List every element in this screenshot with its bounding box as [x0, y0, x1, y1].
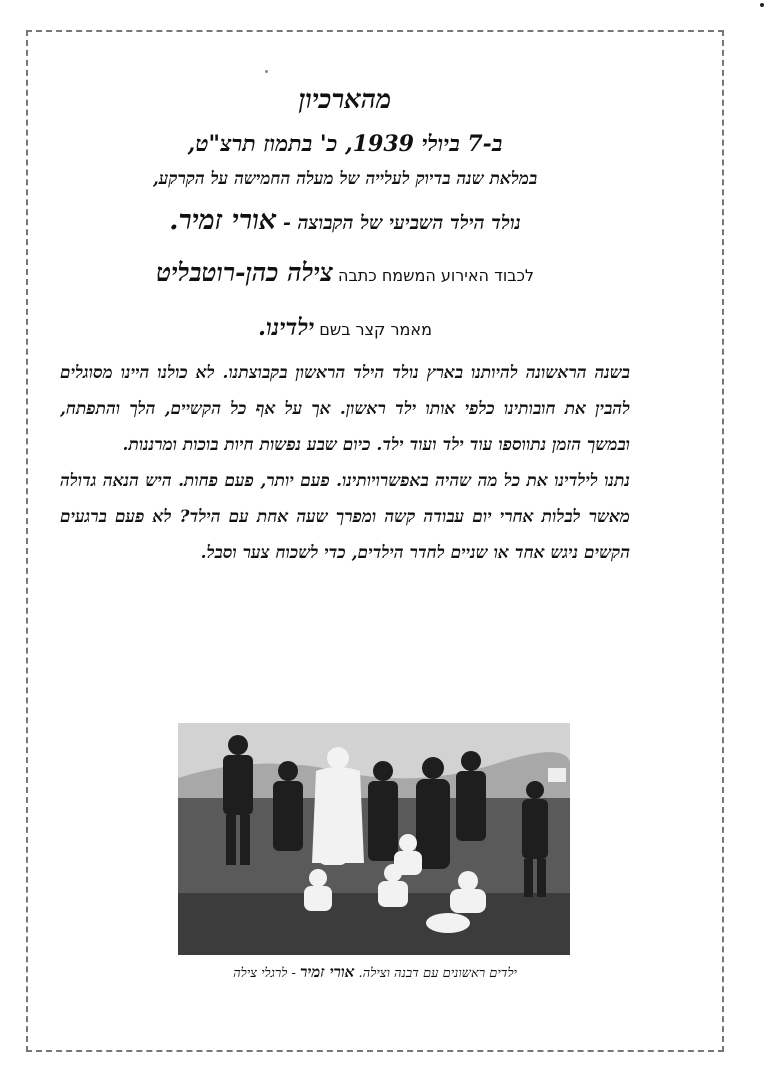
article-title: ילדינו.	[258, 314, 315, 341]
date-line: ב-7 ביולי 1939, כ' בתמוז תרצ"ט,	[187, 131, 503, 157]
article-line	[60, 314, 630, 341]
birth-line	[60, 205, 630, 236]
children-photo	[178, 723, 570, 955]
article-body	[60, 355, 630, 571]
paragraph-2: נתנו לילדינו את כל מה שהיה באפשרויותינו. פעם יותר, פעם פחות. היש הנאה גדולה מאשר לבלות אחרי יום עבודה קשה ומפרך שעה אחת עם הילד? לא פעם ברגעים הקשים ניגש אחד או שניים לחדר הילדים, כדי לשכוח צער וסבל.	[60, 471, 630, 563]
caption-name: אורי זמיר	[300, 963, 355, 981]
honor-line	[60, 258, 630, 288]
corner-dot	[760, 3, 764, 7]
birth-prefix: נולד הילד השביעי של הקבוצה -	[282, 212, 521, 234]
honor-author: צילה כהן-רוטבליט	[156, 258, 333, 287]
article-prefix: מאמר קצר בשם	[319, 320, 432, 339]
caption-suffix: - לרגלי צילה	[233, 966, 296, 981]
caption-prefix: ילדים ראשונים עם דבנה וצילה.	[358, 966, 517, 981]
anniversary-line: במלאת שנה בדיוק לעלייה של מעלה החמישה על הקרקע,	[152, 169, 538, 189]
article-content	[60, 85, 630, 571]
honor-prefix: לכבוד האירוע המשמח כתבה	[338, 266, 534, 285]
birth-name: אורי זמיר.	[169, 205, 277, 236]
photo-caption	[175, 963, 575, 982]
photo-illustration	[178, 723, 570, 955]
speck	[265, 70, 268, 73]
page-heading: מהארכיון	[298, 85, 392, 115]
paragraph-1: בשנה הראשונה להיותנו בארץ נולד הילד הראשון בקבוצתנו. לא כולנו היינו מסוגלים להבין את חובותינו כלפי אותו ילד ראשון. אך על אף כל הקשיים, הלך והתפתח, ובמשך הזמן נתווספו עוד ילד ועוד ילד. כיום שבע נפשות חיות בוכות ומרננות.	[60, 363, 630, 455]
